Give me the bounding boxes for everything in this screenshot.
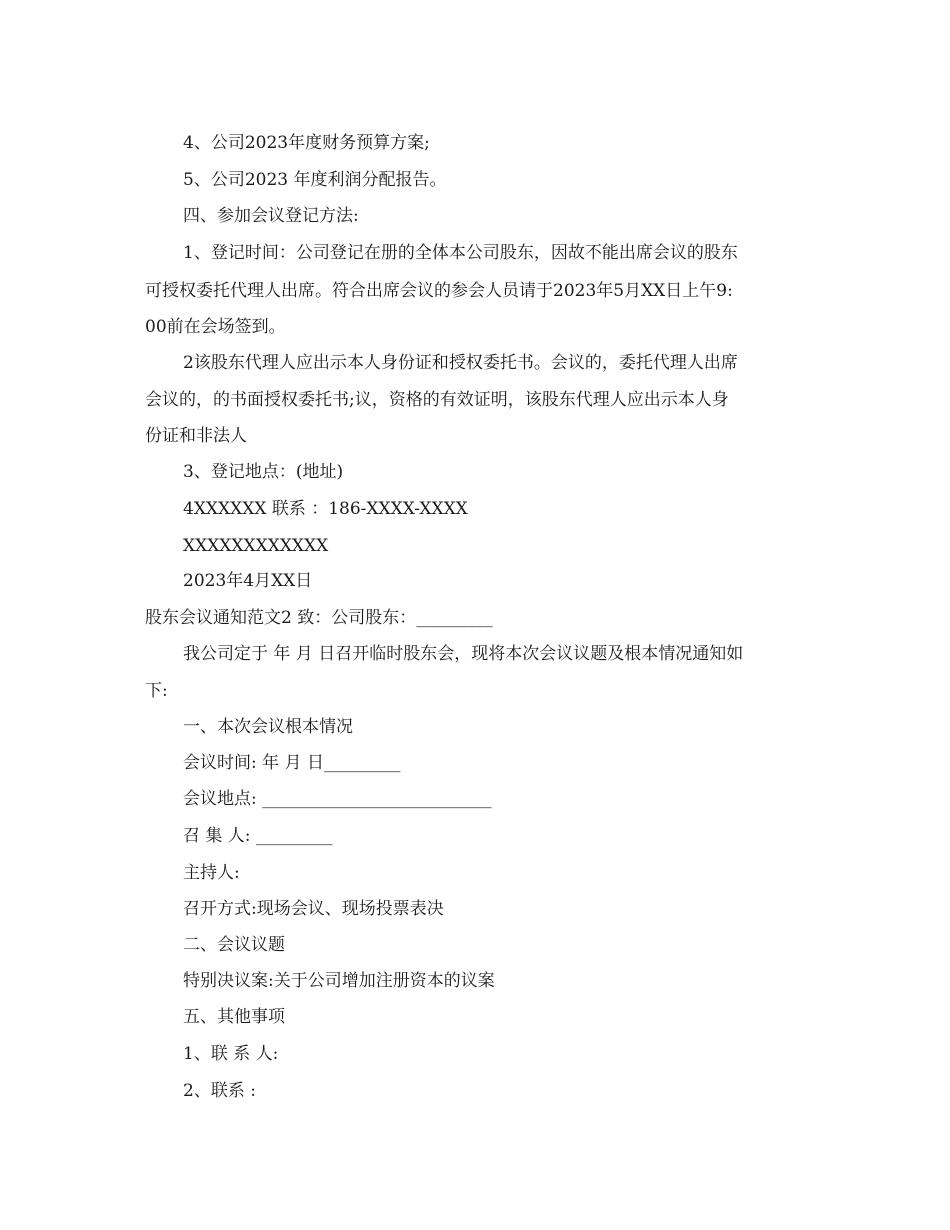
agenda-item-4: 4、公司2023年度财务预算方案; xyxy=(183,133,430,153)
special-resolution: 特别决议案:关于公司增加注册资本的议案 xyxy=(183,971,495,991)
meeting-method: 召开方式:现场会议、现场投票表决 xyxy=(183,899,444,919)
meeting-time: 会议时间: 年 月 日_________ xyxy=(183,753,401,773)
paragraph-proxy-line2: 会议的，的书面授权委托书;议，资格的有效证明，该股东代理人应出示本人身 xyxy=(145,390,729,410)
section-heading-other: 五、其他事项 xyxy=(183,1007,285,1027)
section-heading-registration: 四、参加会议登记方法: xyxy=(183,206,359,226)
contact-phone: 4XXXXXX 联系 ：186-XXXX-XXXX xyxy=(183,499,468,519)
section-heading-basic-info: 一、本次会议根本情况 xyxy=(183,717,353,737)
section-heading-agenda: 二、会议议题 xyxy=(183,935,285,955)
contact-person: 1、联 系 人: xyxy=(183,1044,279,1064)
paragraph-intro-line2: 下: xyxy=(145,681,168,701)
agenda-item-5: 5、公司2023 年度利润分配报告。 xyxy=(183,170,447,190)
company-name-placeholder: XXXXXXXXXXXX xyxy=(183,536,329,556)
convener: 召 集 人: _________ xyxy=(183,826,333,846)
paragraph-proxy-line3: 份证和非法人 xyxy=(145,426,247,446)
paragraph-registration-time-line3: 00前在会场签到。 xyxy=(145,317,286,337)
sample-2-heading: 股东会议通知范文2 致：公司股东：_________ xyxy=(145,608,493,628)
paragraph-proxy-line1: 2该股东代理人应出示本人身份证和授权委托书。会议的，委托代理人出席 xyxy=(183,353,738,373)
notice-date: 2023年4月XX日 xyxy=(183,571,313,591)
contact-phone-label: 2、联系 : xyxy=(183,1081,256,1101)
paragraph-intro-line1: 我公司定于 年 月 日召开临时股东会，现将本次会议议题及根本情况通知如 xyxy=(183,644,744,664)
registration-location: 3、登记地点：(地址) xyxy=(183,462,344,482)
paragraph-registration-time-line2: 可授权委托代理人出席。符合出席会议的参会人员请于2023年5月XX日上午9: xyxy=(145,281,733,301)
meeting-location: 会议地点: ___________________________ xyxy=(183,789,492,809)
paragraph-registration-time-line1: 1、登记时间：公司登记在册的全体本公司股东，因故不能出席会议的股东 xyxy=(183,243,738,263)
host: 主持人: xyxy=(183,863,240,883)
